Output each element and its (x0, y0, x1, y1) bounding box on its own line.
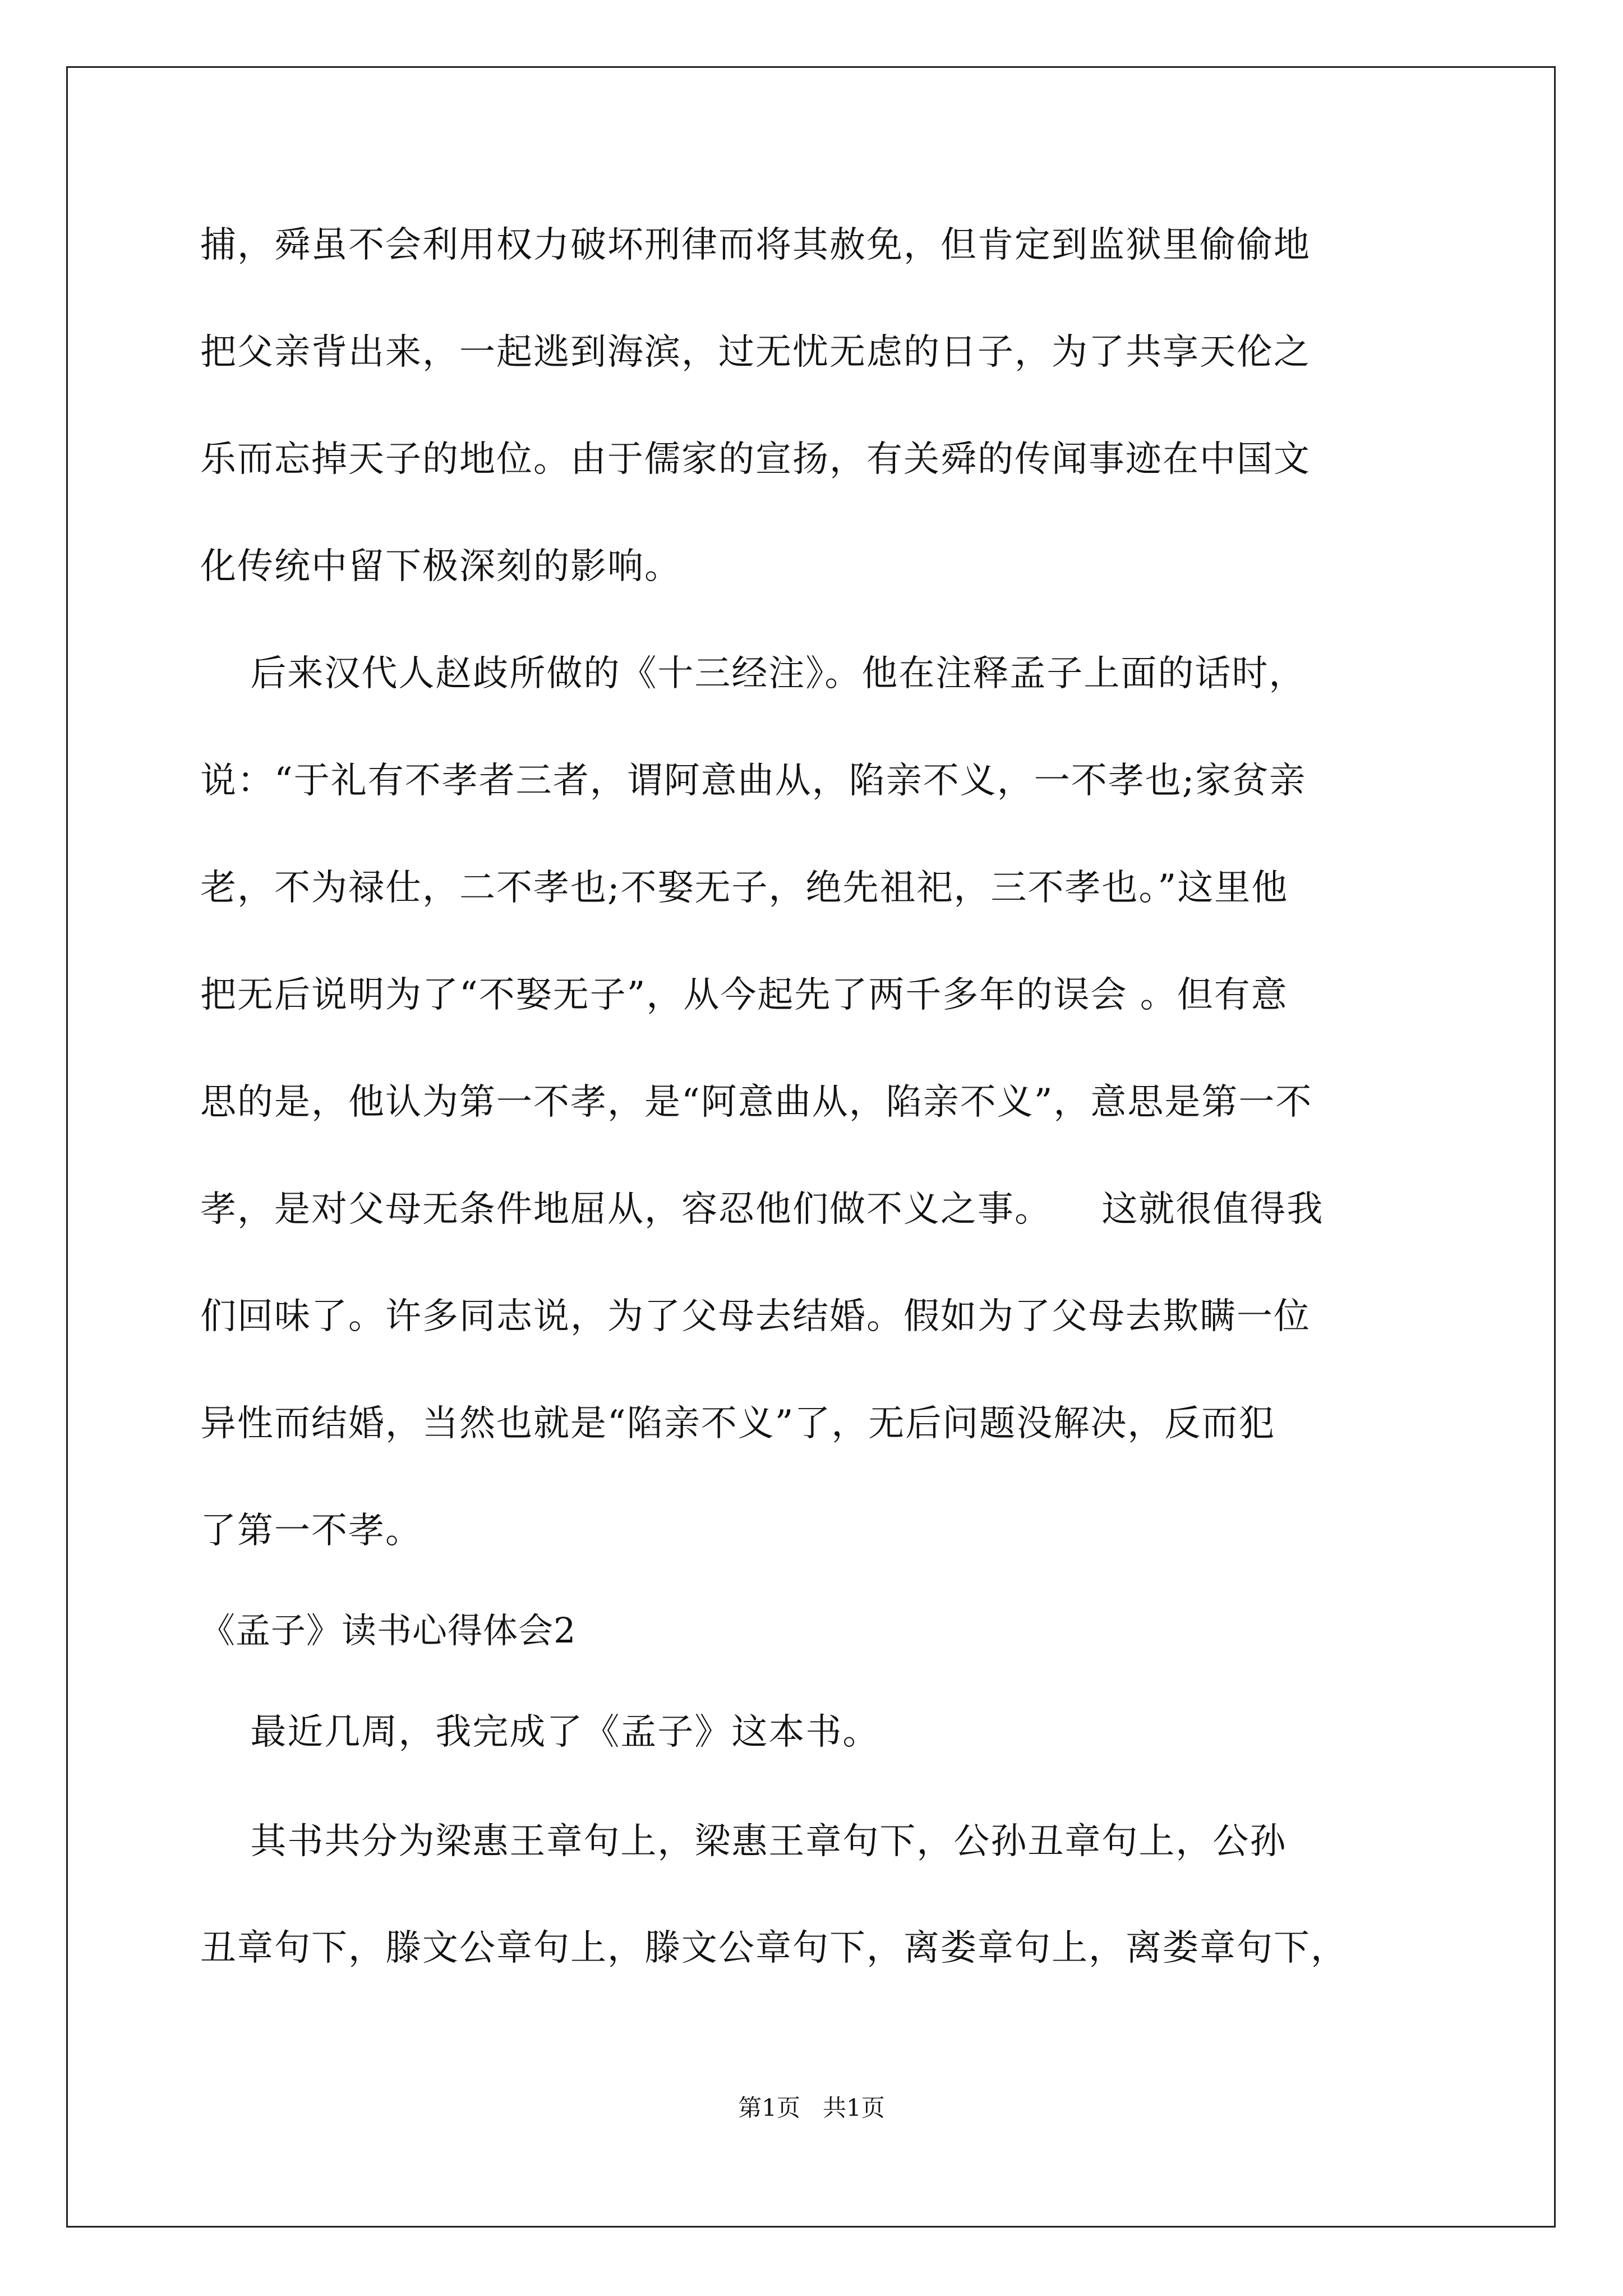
text-line-11: 们回味了。许多同志说，为了父母去结婚。假如为了父母去欺瞒一位 (200, 1296, 1311, 1337)
text-line-3: 乐而忘掉天子的地位。由于儒家的宣扬，有关舜的传闻事迹在中国文 (200, 439, 1311, 480)
text-line-12: 异性而结婚，当然也就是“陷亲不义”了，无后问题没解决，反而犯 (200, 1403, 1276, 1444)
page-border (66, 66, 1556, 2228)
text-line-6: 说：“于礼有不孝者三者，谓阿意曲从，陷亲不义，一不孝也;家贫亲 (200, 760, 1307, 802)
text-line-8: 把无后说明为了“不娶无子”，从今起先了两千多年的误会 。但有意 (200, 974, 1288, 1016)
text-line-2: 把父亲背出来，一起逃到海滨，过无忧无虑的日子，为了共享天伦之 (200, 332, 1311, 373)
text-line-13: 了第一不孝。 (200, 1510, 422, 1552)
text-line-7: 老，不为禄仕，二不孝也;不娶无子，绝先祖祀，三不孝也。”这里他 (200, 867, 1289, 909)
text-line-16: 其书共分为梁惠王章句上，梁惠王章句下，公孙丑章句上，公孙 (200, 1821, 1287, 1862)
text-line-1: 捕，舜虽不会利用权力破坏刑律而将其赦免，但肯定到监狱里偷偷地 (200, 224, 1311, 266)
text-line-10: 孝，是对父母无条件地屈从，容忍他们做不义之事。 这就很值得我 (200, 1189, 1324, 1230)
page-number-footer: 第1页 共1页 (738, 2094, 885, 2122)
text-line-17: 丑章句下，滕文公章句上，滕文公章句下，离娄章句上，离娄章句下， (200, 1927, 1348, 1969)
text-line-15: 最近几周，我完成了《孟子》这本书。 (200, 1711, 880, 1753)
text-line-4: 化传统中留下极深刻的影响。 (200, 546, 681, 587)
section-heading: 《孟子》读书心得体会2 (200, 1610, 577, 1651)
text-line-9: 思的是，他认为第一不孝，是“阿意曲从，陷亲不义”，意思是第一不 (200, 1082, 1313, 1123)
text-line-5: 后来汉代人赵歧所做的《十三经注》。他在注释孟子上面的话时， (200, 653, 1306, 694)
